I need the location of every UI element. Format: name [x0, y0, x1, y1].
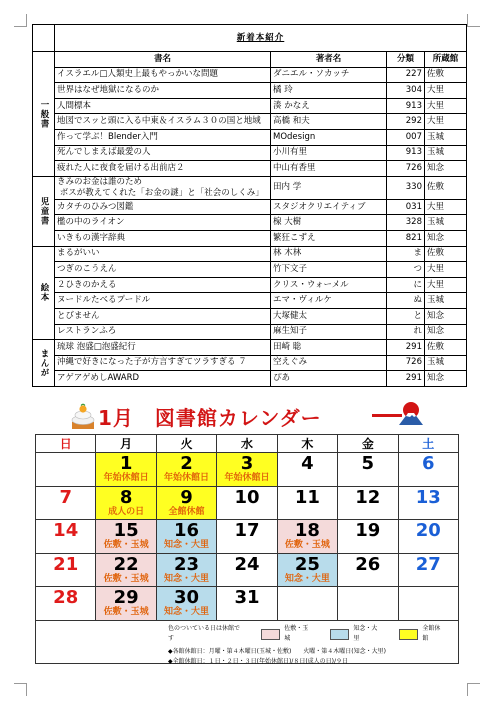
calendar-day — [36, 587, 96, 621]
book-author: 小川有里 — [271, 145, 387, 161]
day-number: 20 — [415, 520, 441, 541]
day-number: 21 — [53, 553, 79, 575]
day-number: 22 — [113, 553, 139, 575]
day-number: 27 — [415, 553, 441, 575]
day-closure-note: 年始休館日 — [103, 473, 149, 483]
day-number: 31 — [234, 587, 260, 608]
calendar-day — [36, 486, 96, 520]
book-title-main: きみのお金は誰のため — [57, 176, 143, 187]
day-number: 4 — [301, 453, 314, 474]
day-number: 2 — [180, 453, 193, 474]
category-picture: 絵本 — [33, 246, 55, 340]
book-library: 大里 — [425, 98, 467, 114]
book-row — [33, 371, 467, 387]
book-class: 291 — [387, 371, 425, 387]
book-row — [33, 145, 467, 161]
category-comic: まんが — [33, 340, 55, 387]
calendar-week-row — [36, 587, 459, 621]
calendar-empty-day — [277, 587, 337, 621]
book-title: 疲れた人に夜食を届ける出前店２ — [55, 161, 271, 177]
book-class: 726 — [387, 161, 425, 177]
book-library: 玉城 — [425, 129, 467, 145]
header-title: 書名 — [55, 52, 271, 68]
calendar-day — [156, 520, 216, 554]
book-library: 佐敷 — [425, 176, 467, 199]
book-title: つぎのこうえん — [55, 262, 271, 278]
calendar-week-row — [36, 553, 459, 587]
calendar-header — [70, 400, 420, 430]
legend-swatch-blue — [330, 629, 350, 640]
book-title: いきもの漢字辞典 — [55, 230, 271, 246]
day-number: 12 — [355, 486, 381, 508]
day-closure-note: 年始休館日 — [164, 473, 210, 483]
book-author: クリス・ウォーメル — [271, 277, 387, 293]
calendar-empty-day — [398, 587, 458, 621]
book-row — [33, 215, 467, 231]
calendar-day — [398, 486, 458, 520]
weekday-fri: 金 — [338, 435, 398, 453]
header-class: 分類 — [387, 52, 425, 68]
book-class: 328 — [387, 215, 425, 231]
day-closure-note: 年始休館日 — [224, 473, 270, 483]
new-books-title: 新着本紹介 — [55, 25, 467, 52]
day-number: 24 — [234, 553, 260, 575]
calendar-day — [277, 453, 337, 487]
book-library: 玉城 — [425, 215, 467, 231]
book-library: 大里 — [425, 83, 467, 99]
book-library: 知念 — [425, 308, 467, 324]
book-title: アゲアゲめしAWARD — [55, 371, 271, 387]
day-number: 19 — [355, 520, 381, 541]
book-library: 佐敷 — [425, 340, 467, 356]
book-class: 227 — [387, 67, 425, 83]
calendar-empty-day — [338, 587, 398, 621]
day-number: 13 — [415, 486, 441, 508]
weekday-tue: 火 — [156, 435, 216, 453]
calendar-day — [96, 453, 156, 487]
day-closure-note: 佐敷・玉城 — [103, 540, 149, 550]
book-title: とびません — [55, 308, 271, 324]
book-author: 繁狂こずえ — [271, 230, 387, 246]
day-number: 18 — [294, 520, 320, 541]
calendar-day — [217, 587, 277, 621]
book-class: 031 — [387, 199, 425, 215]
legend-sakura-label: 佐敷・玉城 — [284, 625, 309, 642]
book-author: 中山有香里 — [271, 161, 387, 177]
calendar-week-row — [36, 453, 459, 487]
book-row — [33, 129, 467, 145]
book-author: ダニエル・ソカッチ — [271, 67, 387, 83]
book-class: つ — [387, 262, 425, 278]
legend-swatches — [168, 624, 458, 644]
calendar-day — [398, 453, 458, 487]
category-children: 児童書 — [33, 176, 55, 246]
new-books-table — [32, 24, 467, 387]
day-closure-note: 知念・大里 — [164, 540, 210, 550]
book-author: 橘 玲 — [271, 83, 387, 99]
book-row — [33, 324, 467, 340]
day-closure-note: 知念・大里 — [164, 573, 210, 584]
header-author: 著者名 — [271, 52, 387, 68]
book-class: 821 — [387, 230, 425, 246]
book-library: 玉城 — [425, 355, 467, 371]
calendar-day — [36, 553, 96, 587]
weekday-sat: 土 — [398, 435, 458, 453]
calendar-title: 1月 図書館カレンダー — [98, 406, 322, 430]
calendar-day — [217, 486, 277, 520]
book-class: に — [387, 277, 425, 293]
book-author: 竹下文子 — [271, 262, 387, 278]
crop-mark-bottom-right — [467, 683, 480, 696]
book-library: 佐敷 — [425, 246, 467, 262]
calendar-day — [96, 553, 156, 587]
book-class: 292 — [387, 114, 425, 130]
weekday-header-row — [36, 435, 459, 453]
book-row — [33, 355, 467, 371]
book-library: 大里 — [425, 277, 467, 293]
book-author: 楾 大樹 — [271, 215, 387, 231]
calendar-day — [156, 453, 216, 487]
calendar-day — [338, 520, 398, 554]
calendar-day — [217, 520, 277, 554]
book-row — [33, 340, 467, 356]
crop-mark-bottom-left — [14, 683, 27, 696]
book-author: ぴあ — [271, 371, 387, 387]
day-number: 8 — [119, 486, 133, 508]
legend-closed-label: 全館休館 — [422, 625, 441, 642]
header-library: 所蔵館 — [425, 52, 467, 68]
book-row — [33, 161, 467, 177]
book-title: カタチのひみつ図鑑 — [55, 199, 271, 215]
calendar-day — [96, 486, 156, 520]
day-number: 9 — [180, 486, 193, 508]
book-author: 田内 学 — [271, 176, 387, 199]
crop-mark-top-left — [14, 14, 27, 27]
day-number: 11 — [294, 486, 320, 508]
book-author: 麻生知子 — [271, 324, 387, 340]
day-number: 3 — [240, 453, 254, 474]
book-class: 291 — [387, 340, 425, 356]
calendar-day — [338, 553, 398, 587]
calendar-day — [36, 520, 96, 554]
category-general: 一般書 — [33, 52, 55, 177]
book-row — [33, 83, 467, 99]
kagami-mochi-icon — [70, 402, 96, 430]
calendar-day — [338, 453, 398, 487]
book-title: まるがいい — [55, 246, 271, 262]
day-number: 29 — [113, 587, 139, 608]
legend-note-1: ◆各館休館日：月曜・第４木曜日(玉城・佐敷) 火曜・第４木曜日(知念・大里) — [168, 648, 386, 655]
book-library: 大里 — [425, 199, 467, 215]
book-row — [33, 199, 467, 215]
book-class: ま — [387, 246, 425, 262]
book-author: エマ・ヴィルケ — [271, 293, 387, 309]
day-number: 6 — [422, 453, 435, 474]
day-number: 25 — [294, 553, 320, 575]
book-author: 田崎 聡 — [271, 340, 387, 356]
calendar-legend — [35, 620, 459, 664]
calendar-day — [277, 486, 337, 520]
legend-intro: 色のついている日は休館です — [168, 625, 241, 642]
book-title — [55, 176, 271, 199]
day-number: 16 — [174, 520, 200, 541]
book-class: 330 — [387, 176, 425, 199]
book-title: レストランふろ — [55, 324, 271, 340]
day-closure-note: 佐敷・玉城 — [103, 607, 149, 617]
book-row — [33, 246, 467, 262]
day-closure-note: 佐敷・玉城 — [284, 540, 330, 550]
book-author: 高橋 和夫 — [271, 114, 387, 130]
day-number: 14 — [53, 520, 79, 541]
book-title: 世界はなぜ地獄になるのか — [55, 83, 271, 99]
book-row — [33, 277, 467, 293]
day-number: 1 — [119, 453, 133, 474]
book-row — [33, 308, 467, 324]
book-author: スタジオクリエイティブ — [271, 199, 387, 215]
calendar-week-row — [36, 486, 459, 520]
calendar-day — [277, 520, 337, 554]
calendar-day — [338, 486, 398, 520]
book-library: 玉城 — [425, 293, 467, 309]
book-row — [33, 67, 467, 83]
book-class: 007 — [387, 129, 425, 145]
book-author: 空えぐみ — [271, 355, 387, 371]
book-class: ぬ — [387, 293, 425, 309]
mount-fuji-sunrise-icon — [398, 400, 424, 426]
book-title: ヌードルたべるプードル — [55, 293, 271, 309]
book-row — [33, 293, 467, 309]
day-closure-note: 知念・大里 — [284, 573, 330, 584]
book-title: 死んでしまえば最愛の人 — [55, 145, 271, 161]
legend-swatch-closed — [399, 629, 419, 640]
calendar-day — [96, 587, 156, 621]
day-number: 15 — [113, 520, 139, 541]
calendar-day — [96, 520, 156, 554]
day-number: 7 — [59, 486, 72, 508]
book-library: 大里 — [425, 114, 467, 130]
book-title: ２ひきのかえる — [55, 277, 271, 293]
corner-cell — [33, 25, 55, 52]
book-subtitle: ボスが教えてくれた「お金の謎」と「社会のしくみ」 — [59, 187, 264, 198]
calendar-day — [156, 553, 216, 587]
day-number: 30 — [174, 587, 200, 608]
book-title: 檻の中のライオン — [55, 215, 271, 231]
book-row — [33, 262, 467, 278]
book-class: 913 — [387, 98, 425, 114]
day-number: 5 — [361, 453, 375, 474]
book-library: 玉城 — [425, 145, 467, 161]
day-closure-note: 知念・大里 — [164, 607, 210, 617]
book-class: と — [387, 308, 425, 324]
calendar-day — [277, 553, 337, 587]
book-library: 佐敷 — [425, 67, 467, 83]
book-class: 304 — [387, 83, 425, 99]
weekday-wed: 水 — [217, 435, 277, 453]
book-row — [33, 176, 467, 199]
book-row — [33, 98, 467, 114]
day-number: 26 — [355, 553, 381, 575]
book-class: れ — [387, 324, 425, 340]
calendar-day — [398, 520, 458, 554]
book-library: 知念 — [425, 161, 467, 177]
book-author: 湊 かなえ — [271, 98, 387, 114]
book-library: 知念 — [425, 230, 467, 246]
book-class: 913 — [387, 145, 425, 161]
book-title: 琉球 泡盛□泡盛紀行 — [55, 340, 271, 356]
calendar-day — [217, 553, 277, 587]
book-title: 作って学ぶ！Blender入門 — [55, 129, 271, 145]
calendar-day — [398, 553, 458, 587]
day-closure-note: 成人の日 — [108, 506, 145, 517]
book-library: 大里 — [425, 262, 467, 278]
book-title: 地図でスッと頭に入る中東＆イスラム３０の国と地域 — [55, 114, 271, 130]
library-calendar — [35, 434, 459, 621]
book-title: 人間標本 — [55, 98, 271, 114]
book-author: 大塚健太 — [271, 308, 387, 324]
weekday-mon: 月 — [96, 435, 156, 453]
crop-mark-top-right — [467, 14, 480, 27]
day-number: 17 — [234, 520, 260, 541]
day-closure-note: 全館休館 — [168, 506, 205, 517]
weekday-thu: 木 — [277, 435, 337, 453]
weekday-sun: 日 — [36, 435, 96, 453]
calendar-week-row — [36, 520, 459, 554]
book-library: 知念 — [425, 371, 467, 387]
calendar-day — [217, 453, 277, 487]
legend-blue-label: 知念・大里 — [353, 625, 378, 642]
calendar-empty-day — [36, 453, 96, 487]
legend-swatch-sakura — [261, 629, 281, 640]
legend-note-2: ◆全館休館日：１日・２日・３日(年始休館日)/８日(成人の日)/９日 — [168, 658, 349, 665]
day-number: 10 — [234, 486, 260, 508]
day-closure-note: 佐敷・玉城 — [103, 573, 149, 584]
book-class: 726 — [387, 355, 425, 371]
book-row — [33, 230, 467, 246]
book-author: 林 木林 — [271, 246, 387, 262]
book-author: MOdesign — [271, 129, 387, 145]
book-library: 知念 — [425, 324, 467, 340]
book-title: イスラエル□人類史上最もやっかいな問題 — [55, 67, 271, 83]
day-number: 23 — [174, 553, 200, 575]
calendar-day — [156, 486, 216, 520]
day-number: 28 — [53, 587, 79, 608]
calendar-day — [156, 587, 216, 621]
book-row — [33, 114, 467, 130]
book-title: 沖縄で好きになった子が方言すぎてツラすぎる ７ — [55, 355, 271, 371]
